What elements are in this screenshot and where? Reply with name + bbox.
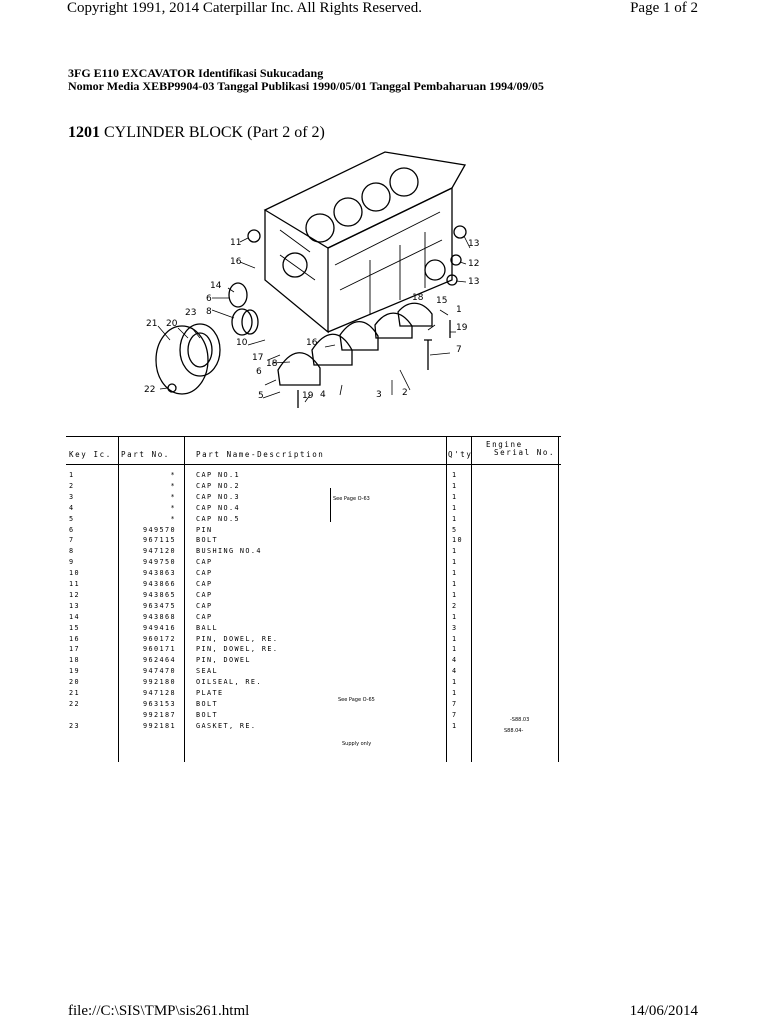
cell-qty: 5 [452,525,458,534]
cell-key: 8 [69,547,75,556]
cell-qty: 1 [452,503,458,512]
cell-description: CAP [196,558,213,567]
callout-label: 6 [256,367,262,377]
block-port [283,253,307,277]
cylinder-bore-1 [306,214,334,242]
callout-label: 18 [412,293,424,303]
callout-label: 6 [206,294,212,304]
callout-label: 16 [306,338,318,348]
cell-qty: 1 [452,689,458,697]
cell-part-no: 992181 [143,721,176,730]
cell-description: BUSHING NO.4 [196,547,262,556]
cell-qty: 7 [452,699,458,708]
section-number: 1201 [68,124,100,141]
col-divider [446,436,447,762]
callout-label: 10 [236,338,248,348]
callout-label: 21 [146,319,158,329]
cell-description: CAP NO.2 [196,481,240,490]
cell-qty: 1 [452,514,458,523]
cell-part-no: 947470 [143,667,176,676]
cell-qty: 4 [452,656,458,665]
cell-key: 13 [69,601,80,610]
cell-description: PIN, DOWEL, RE. [196,645,279,654]
cell-part-no: 967115 [143,536,176,545]
diagram-svg [130,140,510,415]
callout-label: 15 [436,296,448,306]
cell-key: 22 [69,699,80,708]
serial-note: S88.04- [504,728,524,734]
header-key: Key Ic. [69,450,112,459]
cell-description: GASKET, RE. [196,721,257,730]
see-page-note: See Page O-65 [338,697,375,703]
callout-label: 7 [456,345,462,355]
cell-description: PIN [196,525,213,534]
col-divider [184,436,185,762]
callout-label: 16 [230,257,242,267]
cell-part-no: * [170,492,176,501]
page-indicator: Page 1 of 2 [630,0,698,16]
cell-key: 7 [69,536,75,545]
col-divider [558,436,559,762]
cylinder-block-diagram [130,140,510,415]
bearing-cap-3 [340,322,378,350]
oilseal [180,324,220,376]
header-engine: Engine [486,440,523,449]
cell-qty: 1 [452,580,458,588]
callout-label: 11 [230,238,242,248]
serial-note: -S88.03 [510,717,530,723]
cell-qty: 1 [452,569,458,578]
cell-key: 10 [69,569,80,578]
cell-key: 21 [69,689,80,697]
cell-part-no: 943868 [143,612,176,621]
cell-key: 9 [69,558,75,567]
table-header-rule [66,464,561,465]
cell-qty: 7 [452,710,458,719]
cell-part-no: 949570 [143,525,176,534]
callout-label: 22 [144,385,156,395]
header-serial-no: Serial No. [494,448,556,457]
parts-table-grid [66,430,561,765]
callout-label: 13 [468,239,480,249]
copyright-header: Copyright 1991, 2014 Caterpillar Inc. All Rights Reserved. [67,0,422,16]
cell-key: 15 [69,623,80,632]
document-title: 3FG E110 EXCAVATOR Identifikasi Sukucadang [68,66,324,80]
cell-description: BOLT [196,699,218,708]
cell-key: 12 [69,590,80,599]
callout-label: 20 [166,319,178,329]
col-divider [118,436,119,762]
cell-qty: 1 [452,634,458,643]
cell-part-no: 962464 [143,656,176,665]
callout-label: 4 [320,390,326,400]
cell-key: 11 [69,580,80,588]
cell-part-no: 943863 [143,569,176,578]
cap-11 [248,230,260,242]
cell-description: CAP NO.3 [196,492,240,501]
cell-qty: 1 [452,471,458,479]
cell-key: 18 [69,656,80,665]
supply-only-note: Supply only [342,741,372,747]
block-side-port [425,260,445,280]
callout-label: 18 [266,359,278,369]
callout-label: 8 [206,307,212,317]
cell-key: 3 [69,492,75,501]
callout-label: 3 [376,390,382,400]
cell-description: CAP [196,612,213,621]
cell-description: CAP [196,580,213,588]
callout-label: 12 [468,259,480,269]
callout-label: 1 [456,305,462,315]
cell-key: 20 [69,678,80,687]
cell-description: PLATE [196,689,224,697]
cell-description: CAP [196,569,213,578]
cell-key: 17 [69,645,80,654]
cell-qty: 1 [452,612,458,621]
bearing-cap-5 [278,353,320,385]
bracket-line [330,488,331,522]
cell-qty: 1 [452,678,458,687]
callout-label: 13 [468,277,480,287]
cell-qty: 1 [452,645,458,654]
cell-part-no: * [170,514,176,523]
oilseal-inner [188,333,212,367]
cell-description: CAP NO.4 [196,503,240,512]
cell-qty: 2 [452,601,458,610]
cell-qty: 1 [452,547,458,556]
cell-part-no: * [170,471,176,479]
cell-part-no: 947128 [143,689,176,697]
cell-key: 19 [69,667,80,676]
cell-part-no: 949750 [143,558,176,567]
cell-part-no: * [170,481,176,490]
cell-part-no: 960172 [143,634,176,643]
block-top-deck [265,152,465,248]
cell-key: 2 [69,481,75,490]
cell-part-no: 947120 [143,547,176,556]
parts-table [66,430,561,765]
cell-part-no: 943866 [143,580,176,588]
cell-description: BALL [196,623,218,632]
col-divider [471,436,472,762]
cell-part-no: 943865 [143,590,176,599]
callout-label: 23 [185,308,197,318]
cell-key: 16 [69,634,80,643]
cylinder-bore-2 [334,198,362,226]
cylinder-bore-4 [390,168,418,196]
cell-part-no: 963475 [143,601,176,610]
cell-qty: 1 [452,492,458,501]
table-top-rule [66,436,561,437]
cell-description: CAP [196,601,213,610]
see-page-note: See Page O-63 [333,496,370,502]
cell-key: 14 [69,612,80,621]
header-description: Part Name-Description [196,450,325,459]
cell-qty: 1 [452,590,458,599]
cell-qty: 1 [452,558,458,567]
header-part-no: Part No. [121,450,170,459]
cell-qty: 10 [452,536,463,545]
cell-description: SEAL [196,667,218,676]
cell-key: 5 [69,514,75,523]
cell-part-no: 992180 [143,678,176,687]
cell-description: BOLT [196,710,218,719]
cell-description: BOLT [196,536,218,545]
cell-description: PIN, DOWEL, RE. [196,634,279,643]
cell-part-no: 960171 [143,645,176,654]
cell-key: 4 [69,503,75,512]
cylinder-bore-3 [362,183,390,211]
cell-qty: 4 [452,667,458,676]
section-title: CYLINDER BLOCK (Part 2 of 2) [104,124,325,141]
cell-qty: 1 [452,721,458,730]
bearing-cap-1 [398,303,432,326]
cell-description: OILSEAL, RE. [196,678,262,687]
cell-description: CAP [196,590,213,599]
cell-part-no: 949416 [143,623,176,632]
callout-label: 19 [456,323,468,333]
file-path-footer: file://C:\SIS\TMP\sis261.html [68,1003,250,1019]
callout-label: 2 [402,388,408,398]
callout-label: 17 [252,353,264,363]
cell-description: CAP NO.5 [196,514,240,523]
callout-label: 5 [258,391,264,401]
cell-qty: 3 [452,623,458,632]
cell-key: 6 [69,525,75,534]
cell-part-no: 963153 [143,699,176,708]
cell-part-no: * [170,503,176,512]
callout-label: 19 [302,391,314,401]
cell-description: CAP NO.1 [196,471,240,479]
date-footer: 14/06/2014 [629,1003,698,1019]
cell-description: PIN, DOWEL [196,656,251,665]
cell-part-no: 992187 [143,710,176,719]
cell-qty: 1 [452,481,458,490]
cell-key: 1 [69,471,75,479]
header-qty: Q'ty [448,450,473,459]
seal-ring [229,283,247,307]
callout-label: 14 [210,281,222,291]
cell-key: 23 [69,721,80,730]
media-info: Nomor Media XEBP9904-03 Tanggal Publikasi 1990/05/01 Tanggal Pembaharuan 1994/09/05 [68,79,544,93]
